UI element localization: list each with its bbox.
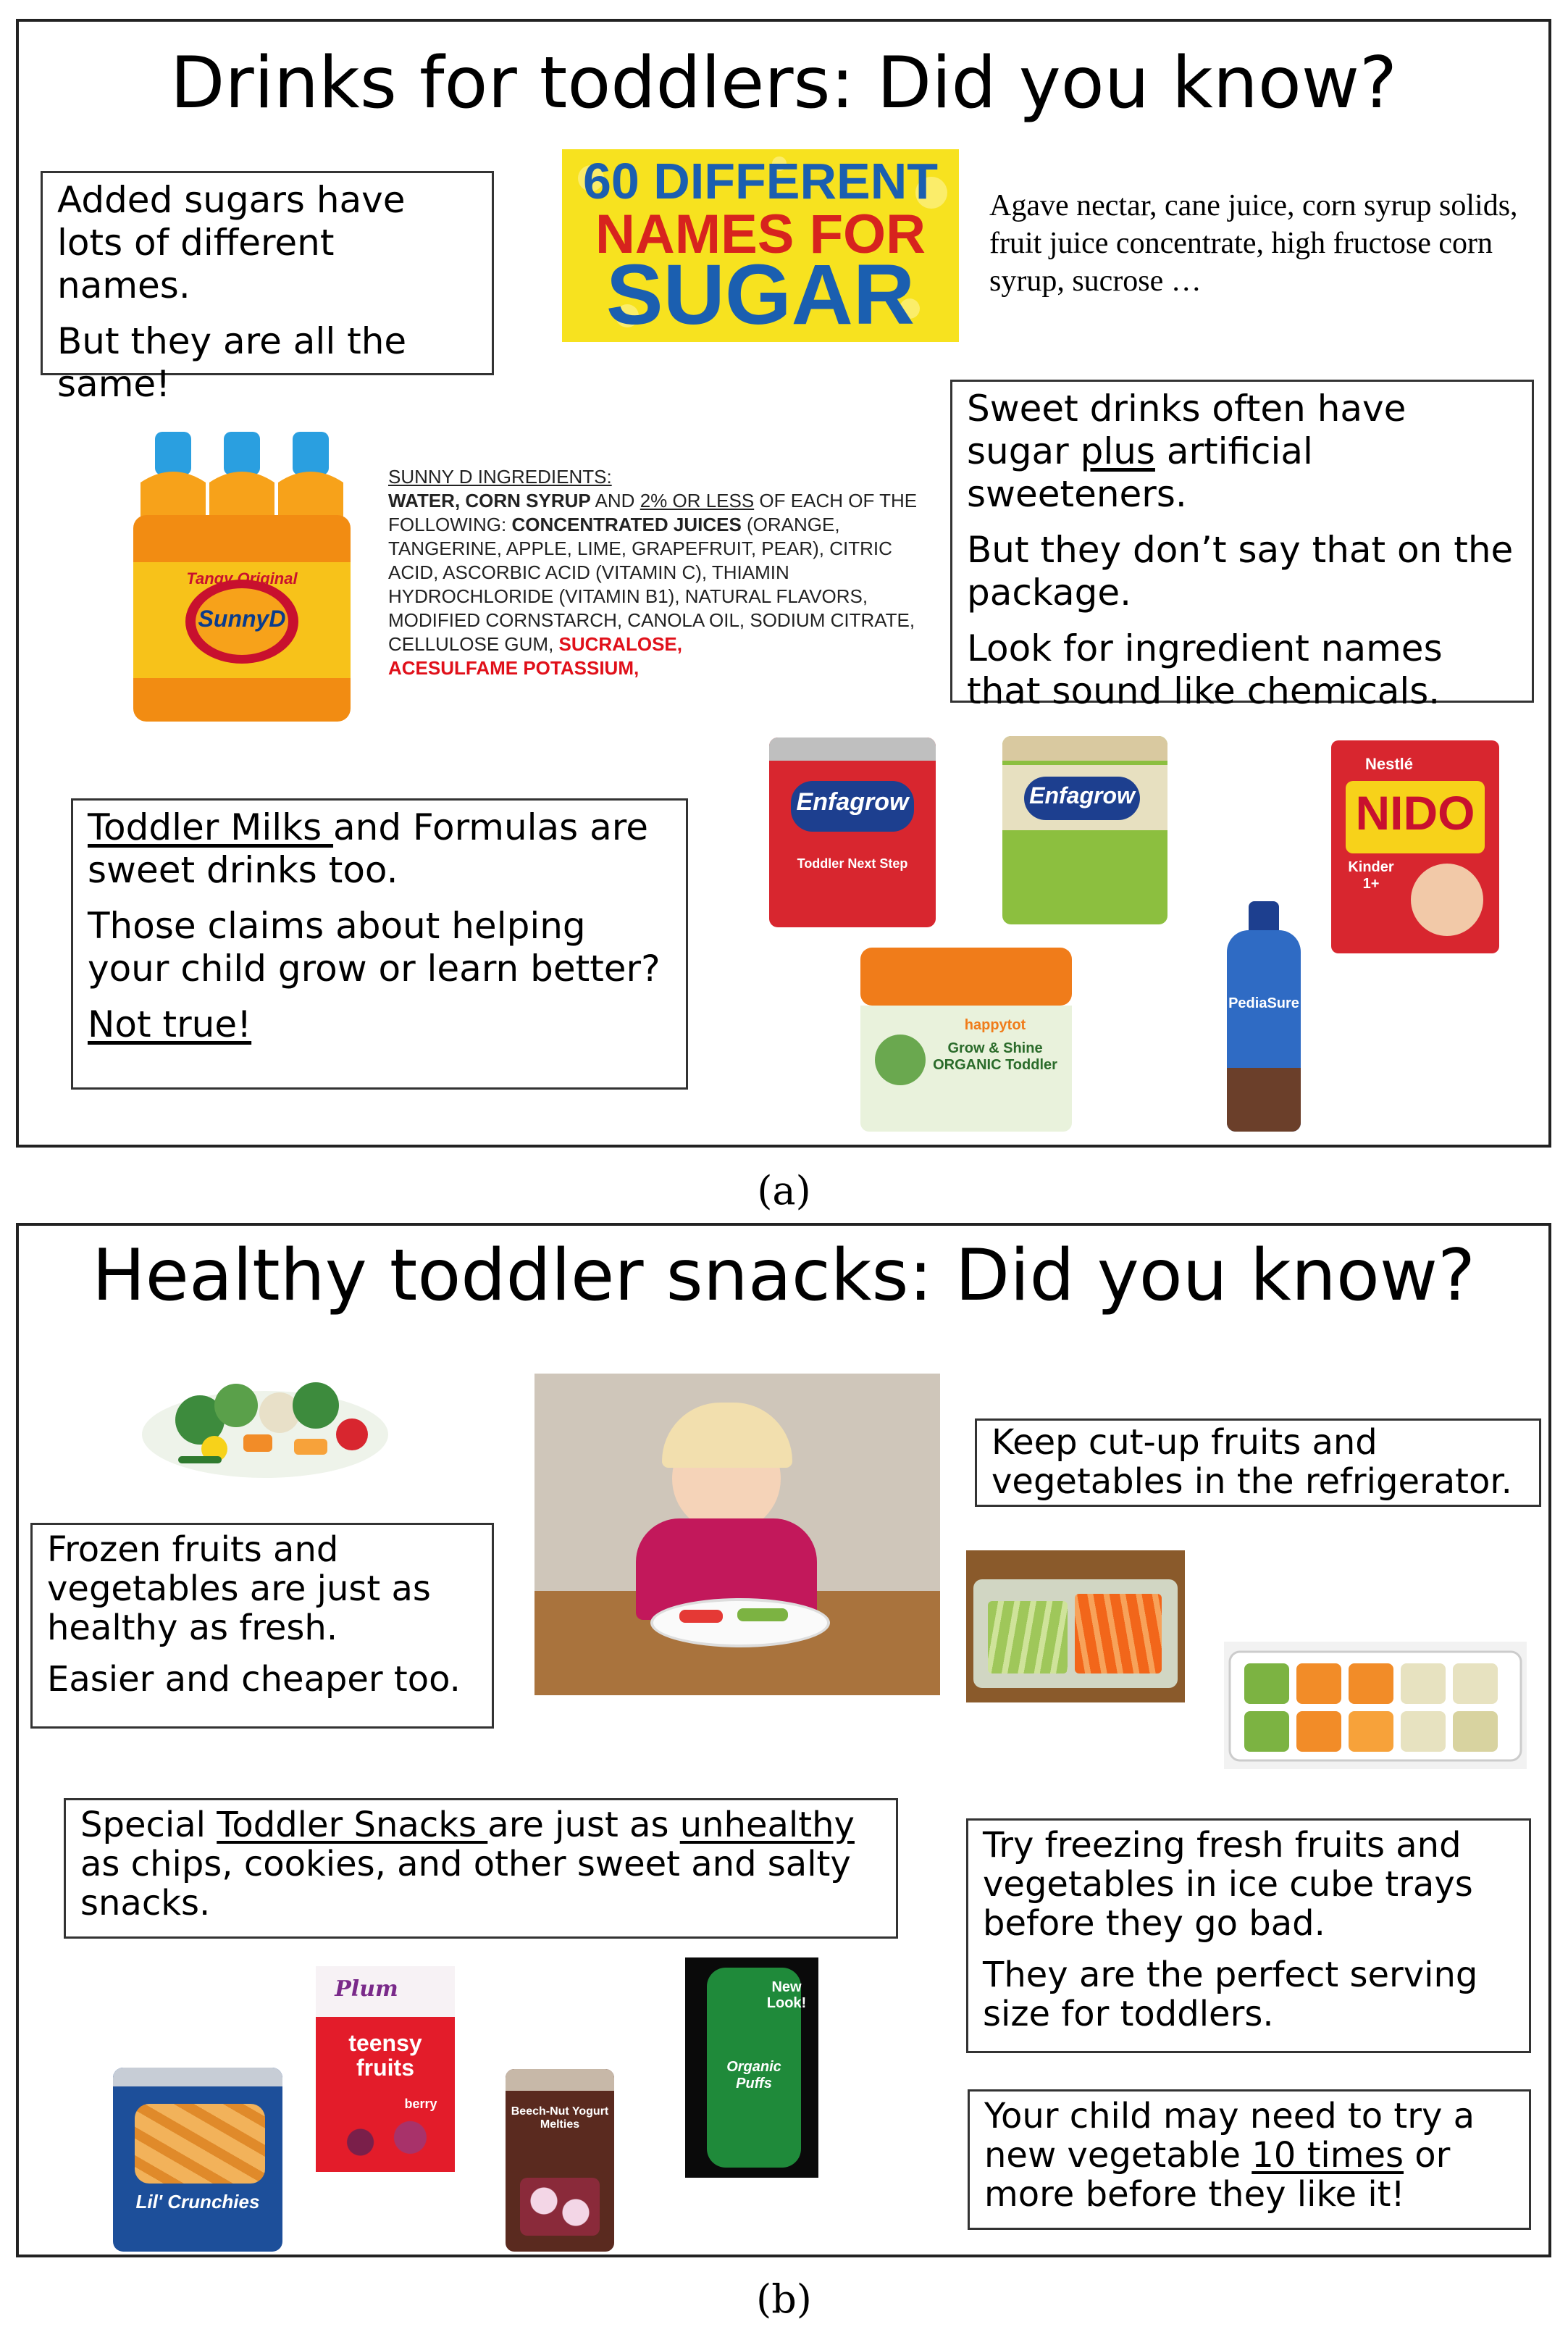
enfagrow-green-can-image — [1002, 736, 1167, 924]
happytot-label: Grow & Shine ORGANIC Toddler — [933, 1040, 1057, 1073]
sugar-names-box — [41, 171, 494, 405]
plum-label: teensy fruits — [348, 2030, 422, 2081]
sunny-d-tangy: Tangy Original — [186, 569, 298, 588]
toddler-milk-p3: Not true! — [88, 1003, 252, 1045]
gerber-puffs-badge: New Look! — [766, 1979, 807, 2011]
banner-line-2: NAMES FOR — [595, 204, 926, 265]
frozen-fruits-box — [30, 1523, 494, 1729]
ingredients-list: WATER, CORN SYRUP AND 2% OR LESS OF EACH OF THE FOLLOWING: CONCENTRATED JUICES (ORANGE, TANGERINE, APPLE, LIME, GRAPEFRUIT, PEAR), CITRIC ACID, ASCORBIC ACID (VITAMIN C), THIAMIN HYDROCHLORIDE (VITAMIN B1), NATURAL FLAVORS, MODIFIED CORNSTARCH, CANOLA OIL, SODIUM CITRATE, CELLULOSE GUM, SUCRALOSE, ACESULFAME POTASSIUM, — [388, 490, 918, 680]
banner-line-3: SUGAR — [605, 247, 915, 342]
gerber-crunchies-image — [113, 2068, 282, 2252]
sugar-box-text-2: But they are all the same! — [57, 320, 407, 405]
freeze-box-text-2: They are the perfect serving size for toddlers. — [983, 1955, 1478, 2034]
pediasure-label: PediaSure — [1228, 995, 1299, 1011]
refrigerator-box — [975, 1418, 1541, 1507]
gerber-puffs-image — [685, 1957, 818, 2178]
frozen-box-text-2: Easier and cheaper too. — [47, 1659, 461, 1700]
toddler-milk-p1: Toddler Milks and Formulas are sweet drinks too. — [88, 806, 648, 891]
sugar-names-banner — [562, 149, 959, 342]
ingredients-heading: SUNNY D INGREDIENTS: — [388, 466, 612, 488]
sweeteners-p3: Look for ingredient names that sound like chemicals. — [967, 627, 1443, 712]
sugar-names-list: Agave nectar, cane juice, corn syrup solids, fruit juice concentrate, high fructose corn syrup, sucrose … — [989, 189, 1518, 298]
toddler-milk-p2: Those claims about helping your child grow or learn better? — [88, 905, 661, 990]
nido-sub: Kinder 1+ — [1348, 859, 1394, 892]
beechnut-label: Beech-Nut Yogurt Melties — [511, 2105, 609, 2131]
sunny-d-bottles-image — [126, 432, 358, 727]
panel-b-title: Healthy toddler snacks: Did you know? — [91, 1234, 1476, 1317]
freeze-box-text-1: Try freezing fresh fruits and vegetables in ice cube trays before they go bad. — [983, 1825, 1473, 1944]
enfagrow-green-label: Enfagrow — [1029, 782, 1135, 808]
toddler-milk-box — [71, 798, 688, 1090]
try-vegetable-box — [968, 2089, 1531, 2230]
nido-brand: Nestlé — [1364, 755, 1414, 773]
toddler-snacks-text: Special Toddler Snacks are just as unhealthy as chips, cookies, and other sweet and salty snacks. — [80, 1805, 855, 1923]
frozen-vegetables-image — [135, 1355, 395, 1485]
toddler-snacks-box — [64, 1798, 898, 1939]
enfagrow-red-can-image — [769, 737, 936, 927]
beechnut-melties-image — [506, 2069, 614, 2252]
sunny-d-logo: SunnyD — [198, 606, 286, 632]
plum-brand: Plum — [335, 1976, 398, 2002]
cut-vegetables-container-image — [966, 1550, 1185, 1702]
toddler-eating-photo — [534, 1374, 940, 1695]
caption-b: (b) — [756, 2276, 812, 2322]
freeze-ice-cube-box — [966, 1818, 1531, 2053]
refrigerator-text: Keep cut-up fruits and vegetables in the refrigerator. — [991, 1422, 1512, 1502]
enfagrow-red-sub: Toddler Next Step — [797, 856, 908, 871]
caption-a: (a) — [757, 1168, 811, 1213]
panel-drinks — [16, 19, 1551, 1148]
ice-cube-tray-image — [1224, 1642, 1527, 1769]
plum-teensy-fruits-image — [316, 1966, 455, 2172]
artificial-sweeteners-box — [950, 380, 1534, 712]
nido-label: NIDO — [1355, 786, 1475, 840]
try-vegetable-text: Your child may need to try a new vegetable 10 times or more before they like it! — [984, 2096, 1475, 2215]
sweeteners-p2: But they don’t say that on the package. — [967, 529, 1514, 614]
panel-snacks — [16, 1223, 1551, 2257]
gerber-crunchies-label: Lil' Crunchies — [135, 2191, 260, 2212]
panel-a-title: Drinks for toddlers: Did you know? — [169, 42, 1398, 125]
enfagrow-red-label: Enfagrow — [796, 788, 909, 816]
ice-cube-tray-drawing — [1224, 1642, 1527, 1769]
plum-flavor: berry — [404, 2097, 437, 2111]
sunny-d-ingredients — [388, 465, 939, 680]
sugar-box-text-1: Added sugars have lots of different names. — [57, 179, 406, 306]
sweeteners-p1: Sweet drinks often have sugar plus artificial sweeteners. — [967, 388, 1406, 515]
pediasure-bottle-image — [1217, 901, 1311, 1132]
gerber-puffs-label: Organic Puffs — [726, 2059, 781, 2092]
happytot-tub-image — [858, 948, 1075, 1132]
happytot-brand: happytot — [964, 1017, 1026, 1033]
frozen-vegetables-drawing — [135, 1355, 395, 1485]
nido-can-image — [1324, 740, 1506, 953]
frozen-box-text-1: Frozen fruits and vegetables are just as healthy as fresh. — [47, 1529, 431, 1648]
banner-line-1: 60 DIFFERENT — [582, 153, 939, 209]
